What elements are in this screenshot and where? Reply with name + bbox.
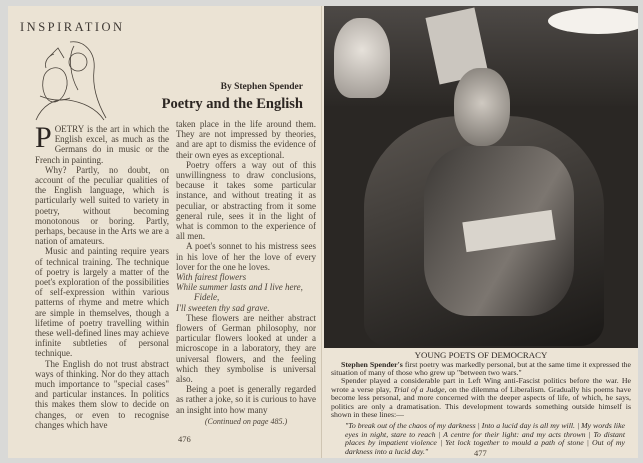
paragraph: The English do not trust abstract ways of thinking. Nor do they attach much importance to "special cases" and particular instances. In politics this makes them slow to decide on changes, or even to recognise changes which have [35,358,169,430]
section-heading: INSPIRATION [20,20,125,34]
caption-name: Stephen Spender's [341,359,403,369]
muse-illustration [30,36,110,122]
byline: By Stephen Spender [220,82,303,92]
paragraph: These flowers are neither abstract flowers of German philosophy, nor particular flowers looked at under a microscope in a laboratory, they are universal flowers, and the feeling which they symbolise is universal also. [176,312,316,385]
paragraph: taken place in the life around them. They are not impressed by theories, and are apt to dismiss the evidence of their own eyes as exceptional. [176,119,316,160]
paragraph: OETRY is the art in which the English excel, as much as the Germans do in music or the French in painting. [35,124,169,165]
article-column-2 [176,119,316,427]
paragraph: Being a poet is generally regarded as rather a joke, so it is curious to have an insight into how many [176,384,316,415]
verse-line: I'll sweeten thy sad grave. [176,302,270,313]
paragraph: Why? Partly, no doubt, on account of the peculiar qualities of the English language, which is particularly well suited to variety in poetry, without becoming monotonous or boring. Partly, perhaps, because in the Arts we are a nation of amateurs. [35,164,169,247]
drop-cap: P [35,121,52,154]
caption-heading: YOUNG POETS OF DEMOCRACY [414,350,548,360]
paragraph: Music and painting require years of technical training. The technique of poetry is largely a matter of the poet's exploration of the possibilities of self-expression within various patterns of rhyme and metre which are simple in themselves, though a lifetime of poetry travelling within these well-defined lines may achieve infinite subtleties of personal technique. [35,246,169,359]
page-number: 476 [178,434,191,444]
verse-line: While summer lasts and I live here, [176,282,303,293]
caption-text: first poetry was markedly personal, but at the same time it expressed the situation of many of those who grew up "between two wars." [331,359,631,377]
poet-head [454,68,510,146]
sculpture-bust [334,18,390,98]
portrait-photo [324,6,638,348]
verse-line: With fairest flowers [176,272,247,283]
paragraph: A poet's sonnet to his mistress sees in his love of her the love of every lover for the one he loves. [176,241,316,272]
photo-caption [331,351,631,456]
article-title: Poetry and the English [161,96,303,112]
verse-quote: "To break out of the chaos of my darkness | Into a lucid day is all my will. | My words like eyes in night, stare to reach | A centre for their light: and my acts thrown | To distant places by impatient violence | Yet lock together to mould a path of stone | Out of my darkness into a lucid day." [345,421,625,456]
caption-text: Spender played a considerable part in Left Wing anti-Fascist politics before the war. He wrote a verse play, [331,376,631,394]
caption-text: , on the dilemma of Liberalism. Gradually his poems have become less personal, and more concerned with the deeper aspects of life, of which, he says, politics are only a dramatisation. This development towards something outside himself is shown in these lines:— [331,384,631,419]
left-page [8,6,322,458]
page-number: 477 [474,448,487,458]
article-column-1 [35,121,169,430]
paragraph: Poetry offers a way out of this unwillingness to draw conclusions, because it takes some particular instance, and without treating it as peculiar, or abstracting from it some general rule, sees it in the light of what is common to the experience of all men. [176,159,316,242]
play-title: Trial of a Judge [393,384,445,394]
lamp-shade [548,8,638,34]
verse-line: Fidele, [194,292,220,303]
right-page [322,6,638,458]
continued-note: (Continued on page 485.) [204,416,288,426]
